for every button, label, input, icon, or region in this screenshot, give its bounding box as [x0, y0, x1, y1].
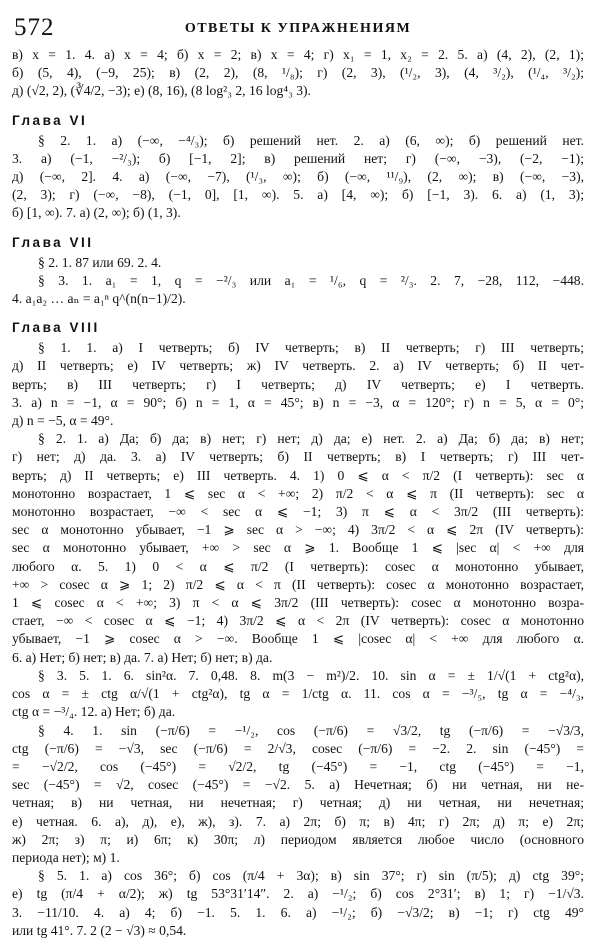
- text-line: монотонно возрастает, −∞ < sec α ⩽ −1; 3) π ⩽ α < 3π/2 (III четверть):: [12, 504, 584, 520]
- text-line: 3. −11/10. 4. а) 4; б) −1. 5. 1. 6. а) −¹/₂; б) −√3/2; в) −1; г) ctg 49°: [12, 904, 584, 920]
- text-line: 1 ⩽ cosec α < +∞; 3) π < α ⩽ 3π/2 (III четверть): cosec α монотонно возра-: [12, 595, 584, 611]
- chapter-heading: Глава VI: [12, 112, 88, 128]
- text-line: верть; д) II четверть; е) III четверть. 4. 1) 0 ⩽ α < π/2 (I четверть): sec α: [12, 467, 584, 483]
- text-line: sec (−45°) = √2, cosec (−45°) = −√2. 5. а) Нечетная; б) ни четная, ни не-: [12, 777, 584, 793]
- text-line: е) четная. 6. а), д), е), ж), з). 7. а) 2π; б) π; в) 4π; г) 2π; д) π; е) 2π;: [12, 813, 584, 829]
- text-line: § 3. 1. a₁ = 1, q = −²/₃ или a₁ = ¹/₆, q = ²/₃. 2. 7, −28, 112, −448.: [38, 272, 584, 288]
- text-line: 3. а) (−1, −²/₃); б) [−1, 2]; в) решений нет; г) (−∞, −3), (−2, −1);: [12, 150, 584, 166]
- text-line: +∞ > cosec α ⩾ 1; 2) π/2 ⩽ α < π (II четверть): cosec α монотонно возрастает,: [12, 576, 584, 592]
- text-line: sec α монотонно убывает, −1 ⩾ sec α > −∞; 4) 3π/2 < α ⩽ 2π (IV четверть):: [12, 522, 584, 538]
- answer-block: [12, 113, 584, 223]
- text-line: периода нет); м) 1.: [12, 849, 120, 865]
- text-line: § 5. 1. а) cos 36°; б) cos (π/4 + 3α); в) sin 37°; г) sin (π/5); д) ctg 39°;: [38, 868, 584, 884]
- text-line: д) (−∞, 2]. 4. а) (−∞, −7), (¹/₃, ∞); б) (−∞, ¹¹/₉), (2, ∞); в) (−∞, −3),: [12, 169, 584, 185]
- answers-content: [12, 46, 584, 940]
- text-line: или tg 41°. 7. 2 (2 − √3) ≈ 0,54.: [12, 922, 187, 938]
- text-line: монотонно возрастает, 1 ⩽ sec α < +∞; 2) π/2 < α ⩽ π (II четверть): sec α: [12, 485, 584, 501]
- text-line: (2, 3); г) (−∞, −8), (−1, 0], [1, ∞). 5. а) [4, ∞); б) [−1, 3). 6. а) (1, 3);: [12, 187, 584, 203]
- text-line: любого α. 5. 1) 0 < α ⩽ π/2 (I четверть): cosec α монотонно убывает,: [12, 558, 584, 574]
- text-line: sec α монотонно убывает, +∞ > sec α ⩾ 1. Вообще 1 ⩽ |sec α| < +∞ для: [12, 540, 584, 556]
- text-line: в) x = 1. 4. а) x = 4; б) x = 2; в) x = 4; г) x₁ = 1, x₂ = 2. 5. а) (4, 2), (2, 1);: [12, 47, 584, 62]
- text-line: верть; в) III четверть; г) I четверть; д) IV четверть; е) I четверть.: [12, 376, 584, 392]
- text-line: четная; в) ни четная, ни нечетная; г) четная; д) ни четная, ни нечетная;: [12, 795, 584, 811]
- text-line: § 1. 1. а) I четверть; б) IV четверть; в) II четверть; г) III четверть;: [38, 340, 584, 356]
- text-line: д) n = −5, α = 49°.: [12, 413, 114, 429]
- page-number: 572: [14, 14, 55, 41]
- text-line: § 4. 1. sin (−π/6) = −¹/₂, cos (−π/6) = √3/2, tg (−π/6) = −√3/3,: [38, 722, 584, 738]
- text-line: 6. а) Нет; б) нет; в) да. 7. а) Нет; б) нет; в) да.: [12, 649, 273, 665]
- answer-block: [12, 235, 584, 309]
- text-line: § 2. 1. а) (−∞, −⁴/₃); б) решений нет. 2. а) (6, ∞); б) решений нет.: [38, 132, 584, 148]
- text-line: е) tg (π/4 + α/2); ж) tg 53°31′14″. 2. а) −¹/₂; б) cos 2°31′; в) 1; г) −1/√3.: [12, 886, 584, 902]
- page-header: [12, 12, 584, 46]
- text-line: = −√2/2, cos (−45°) = √2/2, tg (−45°) = −1, ctg (−45°) = −1,: [12, 758, 584, 774]
- running-title: ОТВЕТЫ К УПРАЖНЕНИЯМ: [184, 21, 412, 36]
- text-line: § 3. 5. 1. 6. sin²α. 7. 0,48. 8. m(3 − m²)/2. 10. sin α = ± 1/√(1 + ctg²α),: [38, 667, 584, 683]
- text-line: б) (5, 4), (−9, 25); в) (2, 2), (8, ¹/₈); г) (2, 3), (¹/₂, 3), (4, ³/₂), (¹/₄, ³/₂);: [12, 65, 584, 81]
- answer-block: [12, 46, 584, 101]
- text-line: д) (√2, 2), (∛4/2, −3); е) (8, 16), (8 log²₃ 2, 16 log⁴₃ 3).: [12, 83, 311, 99]
- answer-block: [12, 320, 584, 940]
- chapter-heading: Глава VIII: [12, 320, 100, 336]
- text-line: б) [1, ∞). 7. а) (2, ∞); б) (1, 3).: [12, 205, 181, 221]
- text-line: стает, −∞ < cosec α ⩽ −1; 4) 3π/2 ⩽ α < 2π (IV четверть): cosec α монотонно: [12, 613, 584, 629]
- text-line: cos α = ± ctg α/√(1 + ctg²α), tg α = 1/ctg α. 11. cos α = −³/₅, tg α = −⁴/₃,: [12, 686, 584, 702]
- text-line: § 2. 1. а) Да; б) да; в) нет; г) нет; д) да; е) нет. 2. а) Да; б) да; в) нет;: [38, 431, 584, 447]
- text-line: 3. а) n = −1, α = 90°; б) n = 1, α = 45°; в) n = −3, α = 120°; г) n = 5, α = 0°;: [12, 394, 584, 410]
- text-line: д) II четверть; е) IV четверть; ж) IV четверть. 2. а) IV четверть; б) II чет-: [12, 358, 584, 374]
- text-line: убывает, −1 ⩾ cosec α > −∞. Вообще 1 ⩽ |cosec α| < +∞ для любого α.: [12, 631, 584, 647]
- text-line: г) нет; д) да. 3. а) IV четверть; б) II четверть; в) I четверть; г) III чет-: [12, 449, 584, 465]
- text-line: 4. a₁a₂ … aₙ = a₁ⁿ q^(n(n−1)/2).: [12, 291, 186, 307]
- text-line: ж) 2π; з) π; и) 6π; к) 30π; л) периодом является любое число (основного: [12, 831, 584, 847]
- chapter-heading: Глава VII: [12, 234, 94, 250]
- text-line: ctg α = −³/₄. 12. а) Нет; б) да.: [12, 704, 176, 720]
- text-line: ctg (−π/6) = −√3, sec (−π/6) = 2/√3, cosec (−π/6) = −2. 2. sin (−45°) =: [12, 740, 584, 756]
- text-line: § 2. 1. 87 или 69. 2. 4.: [38, 254, 162, 270]
